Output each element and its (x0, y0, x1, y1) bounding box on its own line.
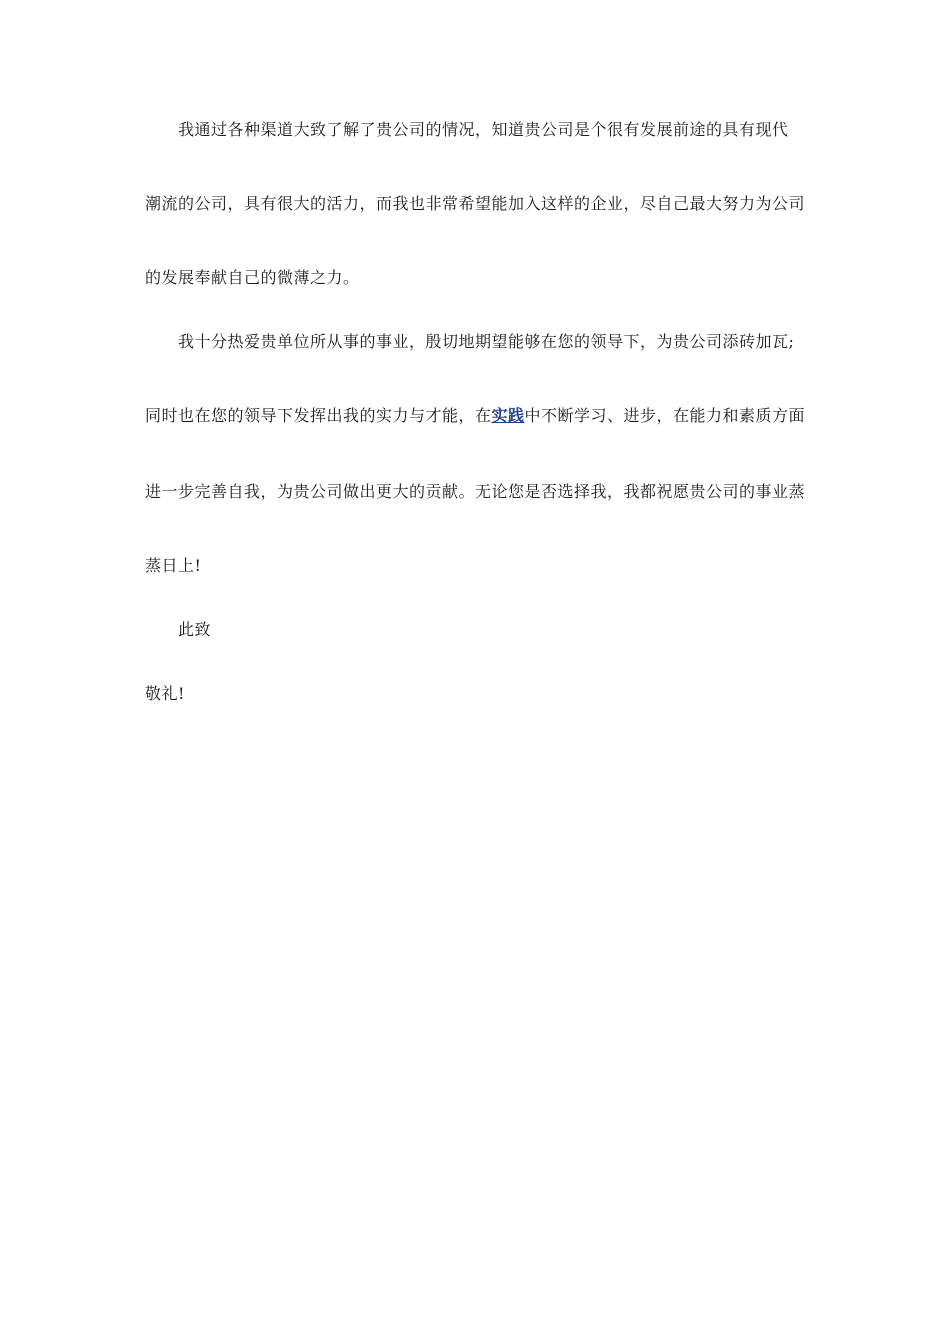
paragraph-1-line-3: 的发展奉献自己的微薄之力。 (145, 268, 360, 287)
paragraph-2-line-4: 蒸日上! (145, 556, 202, 575)
salutation: 敬礼! (145, 684, 185, 703)
paragraph-2-line-2-text-after: 中不断学习、进步，在能力和素质方面 (524, 406, 806, 425)
paragraph-2-line-2-text-before: 同时也在您的领导下发挥出我的实力与才能，在 (145, 406, 492, 425)
paragraph-1-line-1: 我通过各种渠道大致了解了贵公司的情况，知道贵公司是个很有发展前途的具有现代 (178, 120, 789, 139)
closing-phrase: 此致 (178, 620, 212, 639)
paragraph-2-line-3: 进一步完善自我，为贵公司做出更大的贡献。无论您是否选择我，我都祝愿贵公司的事业蒸 (145, 482, 806, 501)
paragraph-2-line-2 (145, 406, 810, 426)
paragraph-2-line-1: 我十分热爱贵单位所从事的事业，殷切地期望能够在您的领导下，为贵公司添砖加瓦; (178, 332, 795, 351)
practice-link[interactable]: 实践 (491, 406, 525, 425)
paragraph-1-line-2: 潮流的公司，具有很大的活力，而我也非常希望能加入这样的企业，尽自己最大努力为公司 (145, 194, 806, 213)
